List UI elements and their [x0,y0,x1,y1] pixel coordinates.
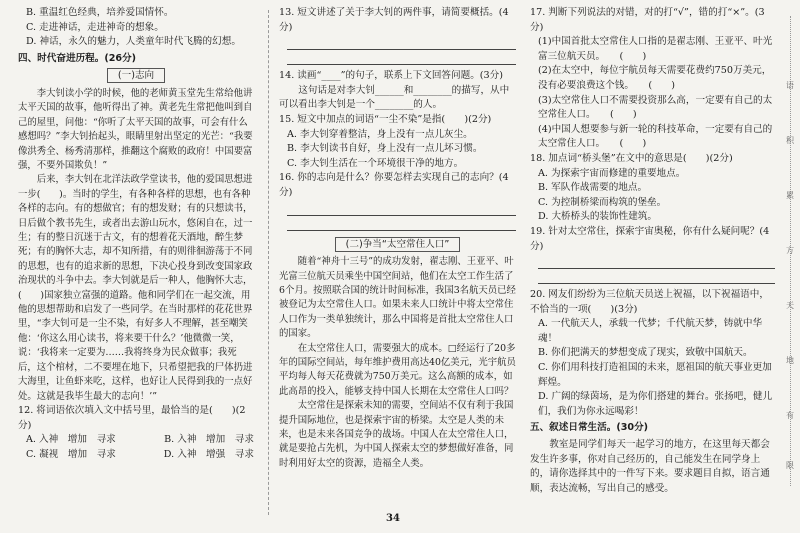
column-divider [268,10,269,515]
left-column [18,6,254,462]
option-c: C. 走进神话，走进神奇的想象。 [26,21,164,33]
side-char: 地 [786,356,794,365]
side-char: 方 [786,246,794,255]
q12-option-c: C. 凝视 增加 寻求 [26,448,116,460]
question-12: 12. 将词语依次填入文中括号里，最恰当的是( )(2分) [18,404,246,431]
q18-option-d: D. 大桥桥头的装饰性建筑。 [538,211,657,223]
question-19: 19. 针对太空常住，探索宇宙奥秘，你有什么疑问呢？(4分) [530,225,770,252]
right-column [530,6,775,496]
question-14-prompt: 这句话是对李大钊______和________的描写，从中可以看出李大钊是一个________的人。 [279,84,510,111]
q20-option-a: A. 一代航天人，承载一代梦；千代航天梦，铸就中华魂！ [538,318,763,344]
option-b: B. 重温红色经典，培养爱国情怀。 [26,7,174,18]
page-number: 34 [386,513,400,524]
question-18: 18. 加点词“桥头堡”在文中的意思是( )(2分) [530,152,733,164]
q17-item-2: (2)在太空中，每位宇航员每天需要花费约750万美元，没有必要浪费这个钱。 ( ) [538,65,772,91]
question-17: 17. 判断下列说法的对错，对的打“√”，错的打“×”。(3分) [530,7,765,33]
q20-option-b: B. 你们把满天的梦想变成了现实，致敬中国航天。 [538,347,753,359]
q20-option-d: D. 广阔的绿茵场，是为你们搭建的舞台。张扬吧，健儿们，我们为你永远喝彩！ [538,391,773,417]
q17-item-3: (3)太空常住人口不需要投资那么高，一定要有自己的太空常住人口。 ( ) [538,94,773,121]
passage2-paragraph-2: 在太空常住人口，需要强大的成本。□经运行了20多年的国际空间站，每年维护费用高达40亿美元，光宇航员平均每人每天花费就为750万美元。这么高额的成本，如此高昂的投入，能够支持中国人长期在太空常住人口吗？ [279,342,516,397]
passage-paragraph-1: 李大钊读小学的时候，他的老师黄玉堂先生常给他讲太平天国的故事，他听得出了神。黄老先生常把他叫到自己的屋里，问他：“你听了太平天国的故事，可会有什么感想吗？”李大钊抬起头，眼睛里射出坚定的光芒：“我要像洪秀全、杨秀清那样，推翻这个腐败的政府！中国要富强，不要外国欺负！” [18,87,253,171]
side-margin-text [786,20,796,480]
question-15: 15. 短文中加点的词语“一尘不染”是指( )(2分) [279,113,492,125]
q20-option-c: C. 你们用科技打造祖国的未来，愿祖国的航天事业更加辉煌。 [538,362,772,388]
middle-column [279,6,516,471]
answer-line[interactable] [287,53,516,65]
subsection-2-title: (二)争当“太空常住人口” [279,237,516,253]
q12-option-b: B. 入神 增加 寻求 [164,434,254,446]
q15-option-a: A. 李大钊穿着整洁，身上没有一点儿灰尘。 [287,128,473,140]
question-16: 16. 你的志向是什么？你要怎样去实现自己的志向？(4分) [279,172,509,198]
answer-line[interactable] [538,272,775,284]
side-char: 积 [786,136,794,145]
q12-option-d: D. 入神 增强 寻求 [163,448,254,460]
essay-prompt: 教室是同学们每天一起学习的地方，在这里每天都会发生许多事，你对自己经历的，自己能发生在同学身上的，请你选择其中的一件写下来。要求题目自拟，语言通顺，表达流畅，写出自己的感受。 [530,439,770,494]
section-5-heading: 五、叙述日常生活。(30分) [530,422,649,434]
q15-option-c: C. 李大钊生活在一个环境很干净的地方。 [287,157,464,169]
side-char: 语 [786,81,794,90]
answer-line[interactable] [287,204,516,216]
q12-option-a: A. 入神 增加 寻求 [26,434,116,446]
answer-line[interactable] [287,38,516,50]
answer-line[interactable] [538,257,775,269]
question-14: 14. 读画“____”的句子，联系上下文回答问题。(3分) [279,70,503,82]
side-char: 累 [786,191,794,200]
option-d: D. 神话，永久的魅力，人类童年时代飞腾的幻想。 [26,36,241,48]
side-char: 天 [786,301,794,310]
q18-option-a: A. 为探索宇宙而修建的重要地点。 [538,167,686,179]
q17-item-4: (4)中国人想要参与新一轮的科技革命，一定要有自己的太空常住人口。 ( ) [538,123,773,150]
q17-item-1: (1)中国首批太空常住人口指的是翟志刚、王亚平、叶光富三位航天员。 ( ) [538,36,773,62]
q15-option-b: B. 李大钊读书自好，身上没有一点儿坏习惯。 [287,143,483,155]
side-char: 限 [786,461,794,470]
side-char: 有 [786,411,794,420]
question-20: 20. 网友们纷纷为三位航天员送上祝福，以下祝福语中，不恰当的一项( )(3分) [530,289,769,315]
subsection-1-title: (一)志向 [18,68,254,84]
passage2-paragraph-3: 太空常住是探索未知的需要，空间站不仅有利于我国提升国际地位，也是探索宇宙的桥梁。太空是人类的未来，也是未来各国竞争的战场。中国人在太空常住人口，就是要抢占先机，为中国人探索太空的梦想做好准备，同时利用好太空的资源，造福全人类。 [279,400,514,469]
q18-option-c: C. 为控制桥梁而构筑的堡垒。 [538,196,667,208]
q18-option-b: B. 军队作战需要的地点。 [538,182,648,194]
question-13: 13. 短文讲述了关于李大钊的两件事，请简要概括。(4分) [279,7,509,33]
passage-paragraph-2: 后来，李大钊在北洋法政学堂读书，他的爱国思想进一步( )。当时的学生，有各种各样的思想，也有各种各样的志向。有的想做官；有的想发财；有的只想读书，日后做个教书先生，或者出去游山玩水，悠闲自在，过一生；有的整日沉迷于古文，有的想着花天酒地，醉生梦死；有的胸怀大志，却不知所措，有的则徘徊游荡于不同的思想，也有的追求新的思想，下决心投身到改变国家政治现状的斗争中去。李大钊就是后一种人，他胸怀大志，( )国家独立富强的道路。他和同学们在一起交流，用他的思想帮助和启发了一些同学。在当时那样的花花世界里，“李大钊可是一尘不染，有好多人不理解，甚至嘲笑他：‘你这么用心读书，将来要干什么？’他微微一笑，说：‘我将来一定要为……我将终身为民众做事；我死后，这个棺材，二不要埋在地下，只希望把我的尸体扔进大海里，让鱼虾来吃，这样，也好让人民得到我的一点好处。这就是我毕生最大的志向！’” [18,174,253,402]
answer-line[interactable] [287,219,516,231]
section-4-heading: 四、时代奋进历程。(26分) [18,52,137,64]
passage2-paragraph-1: 随着“神舟十三号”的成功发射，翟志刚、王亚平、叶光富三位航天员乘坐中国空间站，他们在太空工作生活了6个月。按照联合国的统计时间标准，我国3名航天员已经被登记为太空常住人口。如果未来人口统计中将太空常住人口作为一类单独统计，那么中国将是首批太空常住人口的国家。 [279,256,516,340]
